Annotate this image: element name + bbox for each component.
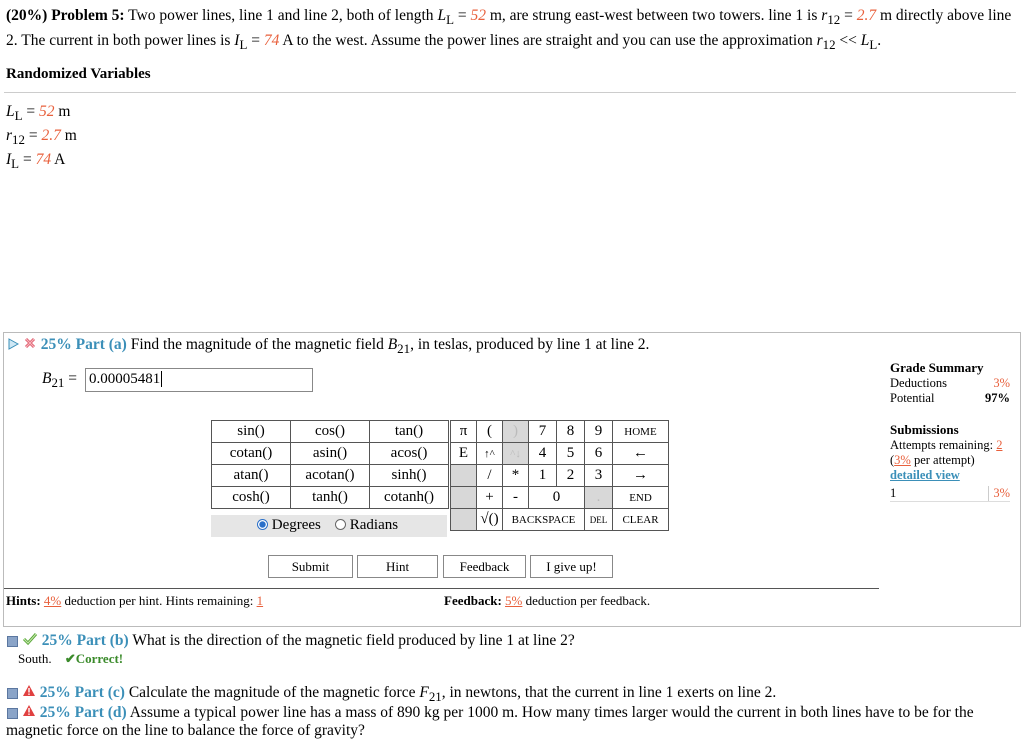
key-8[interactable]: 8 — [557, 421, 585, 443]
part-a-question: Find the magnitude of the magnetic field — [130, 336, 388, 354]
var-unit: m — [54, 103, 71, 120]
var-value: 74 — [35, 151, 52, 169]
collapse-icon[interactable] — [7, 636, 18, 647]
equals: = — [247, 32, 264, 50]
number-keypad — [450, 420, 669, 531]
problem-text: m, are strung east-west between two towers. line 1 is — [485, 7, 822, 24]
part-a-label: Part (a) — [75, 336, 127, 354]
cos-key[interactable]: cos() — [291, 421, 370, 443]
part-a-percent: 25% — [40, 336, 72, 354]
length-value: 52 — [470, 7, 486, 24]
part-d-label: Part (d) — [74, 704, 127, 721]
part-c-label: Part (c) — [74, 684, 125, 701]
home-key[interactable]: HOME — [613, 421, 669, 443]
submission-number: 1 — [890, 486, 897, 500]
collapse-icon[interactable] — [7, 688, 18, 699]
degrees-radio[interactable] — [257, 519, 268, 530]
problem-weight: (20%) — [6, 7, 48, 24]
key-6[interactable]: 6 — [585, 443, 613, 465]
var-subscript: 12 — [827, 12, 841, 28]
submission-deduction: 3% — [988, 486, 1010, 501]
variable-row: $r_{12} = 2.7$ m — [6, 127, 77, 148]
tanh-key[interactable]: tanh() — [291, 487, 370, 509]
hints-label: Hints: — [6, 593, 41, 608]
radians-radio[interactable] — [335, 519, 346, 530]
deductions-value: 3% — [993, 376, 1010, 390]
degrees-option[interactable] — [257, 517, 321, 534]
radians-label: Radians — [349, 517, 399, 533]
key-1[interactable]: 1 — [529, 465, 557, 487]
up-key[interactable]: ↑^ — [477, 443, 503, 465]
var-symbol: L — [437, 7, 447, 24]
deductions-row — [890, 376, 1010, 391]
part-b-answer-row — [18, 651, 123, 667]
var-symbol: L — [860, 32, 870, 50]
part-c-question-end: , in newtons, that the current in line 1 exerts on line 2. — [441, 684, 777, 701]
equals: = — [64, 370, 77, 387]
problem-text: m directly above line 2. The current in both power lines is — [6, 7, 1012, 50]
feedback-info — [444, 593, 650, 609]
asin-key[interactable]: asin() — [291, 443, 370, 465]
var-subscript: L — [869, 37, 878, 53]
grade-summary-title: Grade Summary — [890, 360, 984, 375]
var-symbol: r — [821, 7, 828, 24]
current-value: 74 — [263, 32, 280, 50]
tan-key[interactable]: tan() — [370, 421, 449, 443]
var-subscript: 12 — [822, 37, 836, 53]
blank-key — [451, 509, 477, 531]
deductions-label: Deductions — [890, 376, 947, 390]
answer-value: 0.00005481 — [89, 371, 161, 387]
checkmark-icon — [22, 632, 38, 651]
warning-icon — [22, 684, 36, 702]
hints-text: deduction per hint. Hints remaining: — [61, 593, 257, 608]
decimal-key[interactable]: . — [585, 487, 613, 509]
variable-row: $I_L = 74$ A — [6, 151, 66, 172]
per-attempt-row — [890, 453, 1010, 468]
paren: ( — [890, 453, 895, 467]
divide-key[interactable]: / — [477, 465, 503, 487]
var-value: 52 — [39, 103, 55, 120]
answer-input[interactable] — [85, 368, 313, 392]
var-unit: m — [60, 127, 77, 145]
key-7[interactable]: 7 — [529, 421, 557, 443]
problem-title: Problem 5: — [51, 7, 125, 24]
blank-key — [451, 487, 477, 509]
radians-option[interactable] — [335, 517, 398, 534]
part-d-header — [7, 704, 974, 722]
problem-statement — [6, 5, 1016, 55]
function-keypad — [211, 420, 449, 509]
acotan-key[interactable]: acotan() — [291, 465, 370, 487]
equals: = — [453, 7, 471, 24]
e-key[interactable]: E — [451, 443, 477, 465]
feedback-percent: 5% — [505, 593, 523, 608]
randomized-variables-list — [6, 102, 77, 174]
var-subscript: 21 — [397, 341, 411, 357]
potential-row — [890, 391, 1010, 406]
attempts-row — [890, 438, 1010, 453]
left-paren-key[interactable]: ( — [477, 421, 503, 443]
feedback-label: Feedback: — [444, 593, 502, 608]
hint-button[interactable]: Hint — [357, 555, 438, 578]
key-0[interactable]: 0 — [529, 487, 585, 509]
hints-divider — [4, 588, 879, 589]
down-key[interactable]: ^↓ — [503, 443, 529, 465]
approx-symbol: << — [835, 32, 861, 50]
var-symbol: I — [234, 32, 240, 50]
var-symbol: r — [816, 32, 823, 50]
part-a-question-end: , in teslas, produced by line 1 at line 2. — [410, 336, 650, 354]
degrees-label: Degrees — [271, 517, 321, 533]
part-b-correct: ✔Correct! — [64, 651, 124, 666]
part-c-percent: 25% — [39, 684, 71, 701]
potential-label: Potential — [890, 391, 935, 405]
play-icon[interactable] — [7, 337, 19, 355]
hints-percent: 4% — [43, 593, 62, 608]
part-d-question: Assume a typical power line has a mass of 890 kg per 1000 m. How many times larger would the current in both lines have to be for the — [129, 704, 974, 721]
var-subscript: L — [11, 156, 20, 172]
give-up-button[interactable]: I give up! — [530, 555, 613, 578]
part-d-percent: 25% — [39, 704, 71, 721]
part-b-header — [7, 632, 575, 651]
sin-key[interactable]: sin() — [212, 421, 291, 443]
detailed-view-link[interactable]: detailed view — [890, 468, 960, 482]
atan-key[interactable]: atan() — [212, 465, 291, 487]
var-subscript: L — [239, 37, 248, 53]
key-5[interactable]: 5 — [557, 443, 585, 465]
var-subscript: L — [446, 12, 454, 28]
sinh-key[interactable]: sinh() — [370, 465, 449, 487]
warning-icon — [22, 704, 36, 722]
distance-value: 2.7 — [856, 7, 877, 24]
part-b-question: What is the direction of the magnetic field produced by line 1 at line 2? — [132, 632, 575, 650]
per-attempt-percent: 3% — [894, 453, 911, 467]
left-arrow-key[interactable]: ← — [613, 443, 669, 465]
var-symbol: I — [6, 151, 12, 169]
attempts-label: Attempts remaining: — [890, 438, 997, 452]
part-a-header — [7, 336, 649, 357]
cotanh-key[interactable]: cotanh() — [370, 487, 449, 509]
randomized-variables-title: Randomized Variables — [6, 66, 151, 82]
answer-label — [42, 370, 77, 391]
cotan-key[interactable]: cotan() — [212, 443, 291, 465]
var-subscript: 12 — [12, 132, 25, 148]
problem-text: A to the west. Assume the power lines are straight and you can use the approximation — [279, 32, 817, 50]
multiply-key[interactable]: * — [503, 465, 529, 487]
del-key[interactable]: DEL — [585, 509, 613, 531]
angle-mode-row — [211, 515, 447, 537]
part-c-question: Calculate the magnitude of the magnetic force — [128, 684, 420, 701]
sqrt-key[interactable]: √() — [477, 509, 503, 531]
cosh-key[interactable]: cosh() — [212, 487, 291, 509]
var-subscript: 21 — [428, 689, 442, 705]
var-subscript: L — [14, 108, 23, 124]
var-symbol: B — [387, 336, 398, 354]
submit-button[interactable]: Submit — [268, 555, 353, 578]
part-b-answer: South. — [18, 651, 52, 666]
part-b-percent: 25% — [41, 632, 73, 650]
per-attempt-text: per attempt) — [910, 453, 975, 467]
incorrect-icon — [23, 336, 37, 355]
backspace-key[interactable]: BACKSPACE — [503, 509, 585, 531]
key-4[interactable]: 4 — [529, 443, 557, 465]
right-arrow-key[interactable]: → — [613, 465, 669, 487]
submissions-title: Submissions — [890, 422, 959, 437]
period: . — [877, 32, 882, 50]
problem-text: Two power lines, line 1 and line 2, both of length — [128, 7, 438, 24]
plus-key[interactable]: + — [477, 487, 503, 509]
key-2[interactable]: 2 — [557, 465, 585, 487]
clear-key[interactable]: CLEAR — [613, 509, 669, 531]
equals: = — [840, 7, 857, 24]
hints-remaining: 1 — [256, 593, 264, 608]
var-value: 2.7 — [41, 127, 61, 145]
var-unit: A — [51, 151, 66, 169]
blank-key — [451, 465, 477, 487]
potential-value: 97% — [985, 391, 1010, 405]
key-9[interactable]: 9 — [585, 421, 613, 443]
part-d-question-cont: magnetic force on the line to balance the force of gravity? — [6, 722, 365, 739]
attempts-value: 2 — [996, 438, 1003, 452]
hints-info — [6, 593, 263, 609]
right-paren-key[interactable]: ) — [503, 421, 529, 443]
part-b-label: Part (b) — [76, 632, 129, 650]
feedback-button[interactable]: Feedback — [443, 555, 526, 578]
var-symbol: F — [419, 684, 429, 701]
text-cursor — [161, 371, 162, 387]
acos-key[interactable]: acos() — [370, 443, 449, 465]
var-symbol: L — [6, 103, 15, 120]
var-symbol: r — [6, 127, 13, 145]
variable-row: $L_L = 52$ m — [6, 103, 71, 124]
submission-row — [890, 486, 1010, 502]
end-key[interactable]: END — [613, 487, 669, 509]
part-c-header — [7, 684, 776, 705]
key-3[interactable]: 3 — [585, 465, 613, 487]
collapse-icon[interactable] — [7, 708, 18, 719]
divider — [4, 92, 1016, 93]
grade-summary — [890, 360, 1010, 502]
pi-key[interactable]: π — [451, 421, 477, 443]
var-subscript: 21 — [51, 375, 65, 391]
feedback-text: deduction per feedback. — [522, 593, 651, 608]
minus-key[interactable]: - — [503, 487, 529, 509]
var-symbol: B — [42, 370, 52, 387]
